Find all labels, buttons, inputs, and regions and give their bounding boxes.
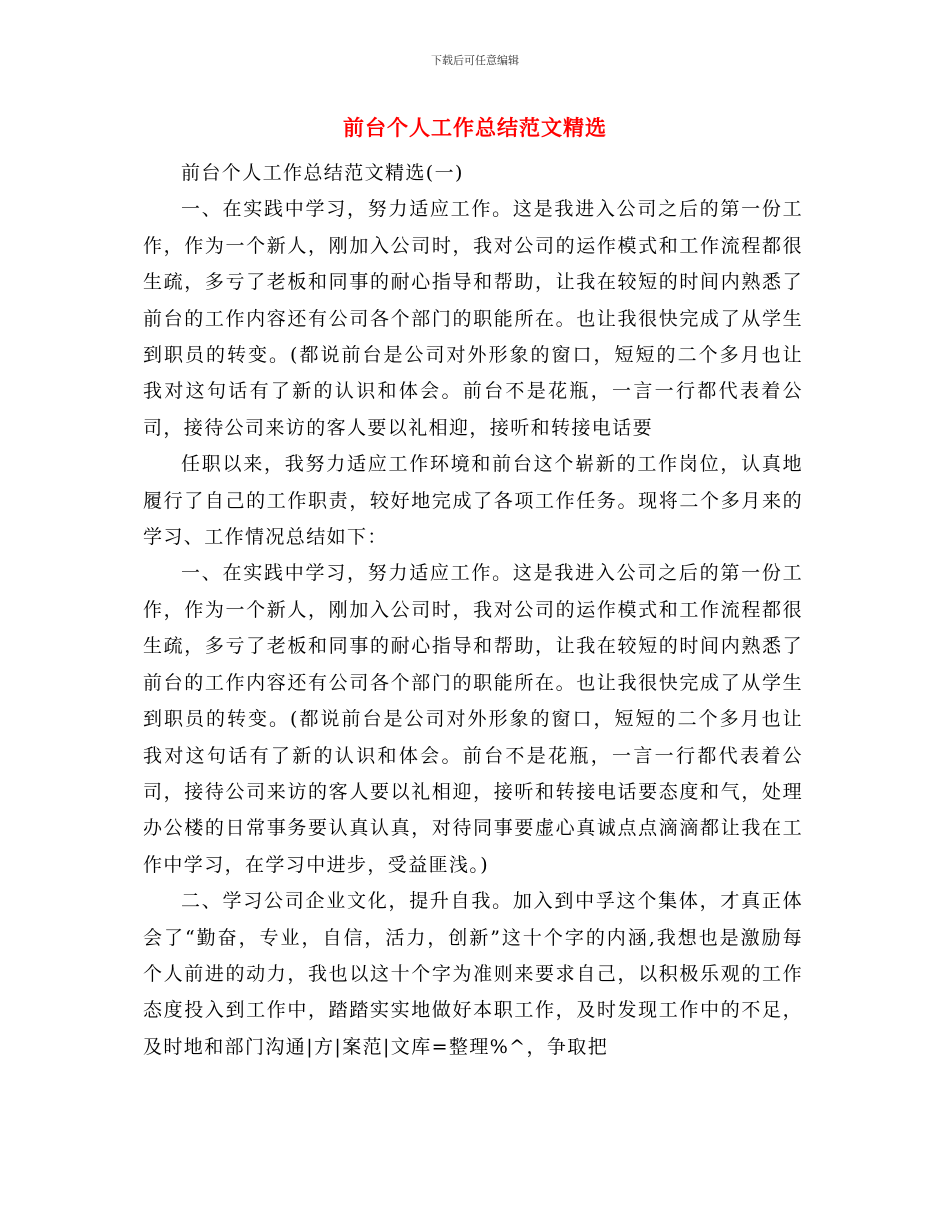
paragraph: 一、在实践中学习，努力适应工作。这是我进入公司之后的第一份工作，作为一个新人，刚加入公司时，我对公司的运作模式和工作流程都很生疏，多亏了老板和同事的耐心指导和帮助，让我在较短的时间内熟悉了前台的工作内容还有公司各个部门的职能所在。也让我很快完成了从学生到职员的转变。(都说前台是公司对外形象的窗口，短短的二个多月也让我对这句话有了新的认识和体会。前台不是花瓶，一言一行都代表着公司，接待公司来访的客人要以礼相迎，接听和转接电话要: [143, 198, 803, 439]
header-note: 下载后可任意编辑: [431, 54, 519, 67]
paragraph-subtitle: 前台个人工作总结范文精选(一): [181, 162, 464, 184]
document-body: [143, 155, 803, 1065]
paragraph: 二、学习公司企业文化，提升自我。加入到中孚这个集体，才真正体会了“勤奋，专业，自信，活力，创新”这十个字的内涵,我想也是激励每个人前进的动力，我也以这十个字为准则来要求自己，以积极乐观的工作态度投入到工作中，踏踏实实地做好本职工作，及时发现工作中的不足，及时地和部门沟通|方|案范|文库=整理%^，争取把: [143, 890, 803, 1058]
paragraph: 一、在实践中学习，努力适应工作。这是我进入公司之后的第一份工作，作为一个新人，刚加入公司时，我对公司的运作模式和工作流程都很生疏，多亏了老板和同事的耐心指导和帮助，让我在较短的时间内熟悉了前台的工作内容还有公司各个部门的职能所在。也让我很快完成了从学生到职员的转变。(都说前台是公司对外形象的窗口，短短的二个多月也让我对这句话有了新的认识和体会。前台不是花瓶，一言一行都代表着公司，接待公司来访的客人要以礼相迎，接听和转接电话要态度和气，处理办公楼的日常事务要认真认真，对待同事要虚心真诚点点滴滴都让我在工作中学习，在学习中进步，受益匪浅。): [143, 562, 803, 876]
paragraph: 任职以来，我努力适应工作环境和前台这个崭新的工作岗位，认真地履行了自己的工作职责，较好地完成了各项工作任务。现将二个多月来的学习、工作情况总结如下：: [143, 453, 803, 549]
document-title: 前台个人工作总结范文精选: [343, 116, 607, 140]
